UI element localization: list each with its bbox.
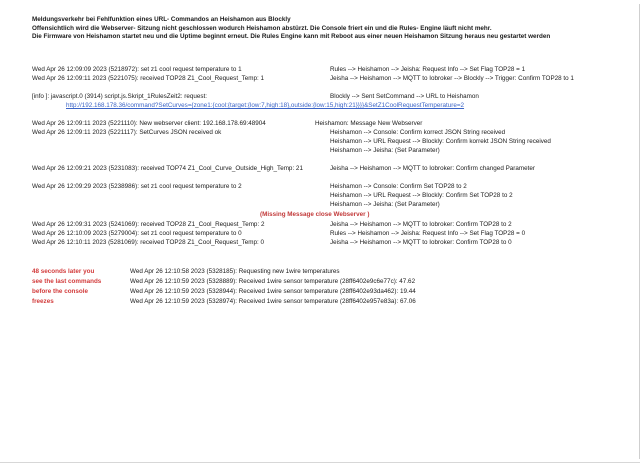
flow-line-right: Blockly --> Sent SetCommand --> URL to Heishamon: [330, 93, 479, 100]
header-line-explanation: Offensichtlich wird die Webserver- Sitzung nicht geschlossen wodurch Heishamon abstürzt. Die Console friert ein und die Rules- Engine läuft nicht mehr.: [32, 24, 492, 32]
flow-line-right: Jeisha --> Heishamon --> MQTT to Iobroker: Confirm TOP28 to 0: [330, 239, 512, 246]
tail-log-line: Wed Apr 26 12:10:58 2023 (5328185): Requesting new 1wire temperatures: [130, 268, 340, 275]
log-line-left: Wed Apr 26 12:09:21 2023 (5231083): received TOP74 Z1_Cool_Curve_Outside_High_Temp: 21: [32, 165, 303, 172]
flow-line-right: Jeisha --> Heishamon --> MQTT to Iobroker: Confirm changed Parameter: [330, 165, 535, 172]
freeze-note-line: see the last commands: [32, 278, 102, 285]
header-line-title: Meldungsverkehr bei Fehlfunktion eines URL- Commandos an Heishamon aus Blockly: [32, 16, 291, 23]
flow-line-right: Rules --> Heishamon --> Jeisha: Request Info --> Set Flag TOP28 = 0: [330, 230, 526, 237]
page-edge-bottom: [0, 462, 640, 463]
request-url-link[interactable]: http://192.168.178.36/command?SetCurves={zone1:{cool:{target:{low:7,high:18},outside:{low:15,high:21}}}}&SetZ1CoolRequestTemperature=2: [66, 102, 465, 109]
flow-line-right: Heishamon --> Console: Confirm Set TOP28 to 2: [330, 183, 467, 190]
log-line-left: [info ]: javascript.0 (3914) script.js.Skript_1RulesZeit2: request:: [32, 93, 207, 100]
log-line-left: Wed Apr 26 12:09:29 2023 (5238986): set z1 cool request temperature to 2: [32, 183, 242, 190]
missing-message-note: (Missing Message close Webserver ): [260, 211, 370, 218]
log-line-left: Wed Apr 26 12:10:11 2023 (5281069): received TOP28 Z1_Cool_Request_Temp: 0: [32, 239, 264, 246]
log-line-left: Wed Apr 26 12:09:11 2023 (5221117): SetCurves JSON received ok: [32, 129, 222, 136]
flow-line-right: Heishamon: Message New Webserver: [315, 120, 423, 127]
flow-line-right: Heishamon --> URL Request --> Blockly: Confirm korrekt JSON String received: [330, 138, 551, 145]
log-line-left: Wed Apr 26 12:09:11 2023 (5221075): received TOP28 Z1_Cool_Request_Temp: 1: [32, 75, 264, 82]
tail-log-line: Wed Apr 26 12:10:59 2023 (5328944): Received 1wire sensor temperature (28ff6402e93da462): 19.44: [130, 288, 416, 295]
tail-log-line: Wed Apr 26 12:10:59 2023 (5328889): Received 1wire sensor temperature (28ff6402e9c6e77c): 47.62: [130, 278, 416, 285]
flow-line-right: Rules --> Heishamon --> Jeisha: Request Info --> Set Flag TOP28 = 1: [330, 66, 526, 73]
tail-log-line: Wed Apr 26 12:10:59 2023 (5328974): Received 1wire sensor temperature (28ff6402e957e83a): 67.06: [130, 298, 416, 305]
flow-line-right: Heishamon --> Console: Confirm korrect JSON String received: [330, 129, 506, 136]
flow-line-right: Heishamon --> Jeisha: (Set Parameter): [330, 201, 440, 208]
freeze-note-line: 48 seconds later you: [32, 268, 95, 275]
freeze-note-line: freezes: [32, 298, 54, 305]
freeze-note-line: before the console: [32, 288, 88, 295]
log-line-left: Wed Apr 26 12:09:09 2023 (5218972): set z1 cool request temperature to 1: [32, 66, 242, 73]
header-block: [32, 16, 550, 42]
header-line-firmware: Die Firmware von Heishamon startet neu und die Uptime beginnt erneut. Die Rules Engine kann mit Reboot aus einer neuen Heishamon Sitzung heraus neu gestartet werden: [32, 33, 551, 41]
log-line-left: Wed Apr 26 12:09:11 2023 (5221110): New webserver client: 192.168.178.69:48904: [32, 120, 266, 127]
flow-line-right: Jeisha --> Heishamon --> MQTT to Iobroker: Confirm TOP28 to 2: [330, 221, 512, 228]
log-line-left: Wed Apr 26 12:09:31 2023 (5241069): received TOP28 Z1_Cool_Request_Temp: 2: [32, 221, 265, 228]
flow-line-right: Jeisha --> Heishamon --> MQTT to Iobroker --> Blockly --> Trigger: Confirm TOP28 to 1: [330, 75, 574, 82]
log-line-left: Wed Apr 26 12:10:09 2023 (5279004): set z1 cool request temperature to 0: [32, 230, 242, 237]
flow-line-right: Heishamon --> Jeisha: (Set Parameter): [330, 147, 440, 154]
flow-line-right: Heishamon --> URL Request --> Blockly: Confirm Set TOP28 to 2: [330, 192, 513, 199]
